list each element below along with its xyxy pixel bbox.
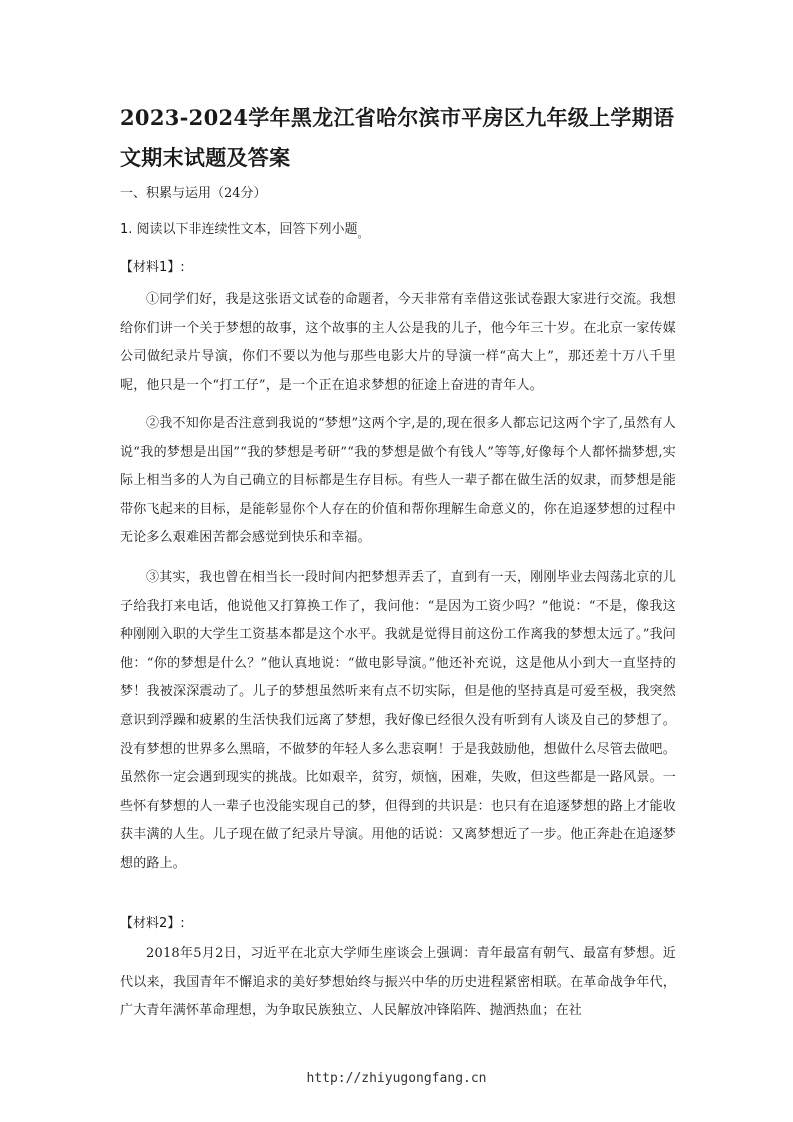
material-1-paragraph: ①同学们好，我是这张语文试卷的命题者，今天非常有幸借这张试卷跟大家进行交流。我想给你们讲一个关于梦想的故事，这个故事的主人公是我的儿子，他今年三十岁。在北京一家传媒公司做纪录片导演，你们不要以为他与那些电影大片的导演一样“高大上”，那还差十万八千里呢，他只是一个“打工仔”，是一个正在追求梦想的征途上奋进的青年人。	[120, 292, 676, 393]
question-trailing-mark: 。	[357, 227, 369, 240]
question-prompt	[120, 220, 369, 240]
question-text: 1. 阅读以下非连续性文本，回答下列小题	[120, 222, 358, 237]
material-1-paragraph: ③其实，我也曾在相当长一段时间内把梦想弄丢了，直到有一天，刚刚毕业去闯荡北京的儿子给我打来电话，他说他又打算换工作了，我问他：“是因为工资少吗？”他说：“不是，像我这种刚刚入职的大学生工资基本都是这个水平。我就是觉得目前这份工作离我的梦想太远了。”我问他：“你的梦想是什么？”他认真地说：“做电影导演。”他还补充说，这是他从小到大一直坚持的梦！我被深深震动了。儿子的梦想虽然听来有点不切实际，但是他的坚持真是可爱至极，我突然意识到浮躁和疲累的生活快我们远离了梦想，我好像已经很久没有听到有人谈及自己的梦想了。没有梦想的世界多么黑暗，不做梦的年轻人多么悲哀啊！于是我鼓励他，想做什么尽管去做吧。虽然你一定会遇到现实的挑战。比如艰辛，贫穷，烦恼，困难，失败，但这些都是一路风景。一些怀有梦想的人一辈子也没能实现自己的梦，但得到的共识是：也只有在追逐梦想的路上才能收获丰满的人生。儿子现在做了纪录片导演。用他的话说：又离梦想近了一步。他正奔赴在追逐梦想的路上。	[120, 570, 676, 871]
material-2-paragraph: 2018年5月2日，习近平在北京大学师生座谈会上强调：青年最富有朝气、最富有梦想。近代以来，我国青年不懈追求的美好梦想始终与振兴中华的历史进程紧密相联。在革命战争年代，广大青年满怀革命理想，为争取民族独立、人民解放冲锋陷阵、抛洒热血；在社	[120, 946, 676, 1019]
section-heading: 一、积累与运用（24分）	[120, 186, 267, 201]
footer-url: http://zhiyugongfang.cn	[306, 1071, 487, 1086]
document-title: 2023-2024学年黑龙江省哈尔滨市平房区九年级上学期语文期末试题及答案	[120, 105, 675, 170]
material-2-label: 【材料2】:	[120, 916, 185, 931]
material-1-paragraph: ②我不知你是否注意到我说的“梦想”这两个字,是的,现在很多人都忘记这两个字了,虽然有人说“我的梦想是出国”“我的梦想是考研”“我的梦想是做个有钱人”等等,好像每个人都怀揣梦想,实际上相当多的人为自己确立的目标都是生存目标。有些人一辈子都在做生活的奴隶，而梦想是能带你飞起来的目标，是能彰显你个人存在的价值和帮你理解生命意义的，你在追逐梦想的过程中无论多么艰难困苦都会感觉到快乐和幸福。	[120, 416, 676, 546]
material-1-label: 【材料1】:	[120, 260, 185, 275]
